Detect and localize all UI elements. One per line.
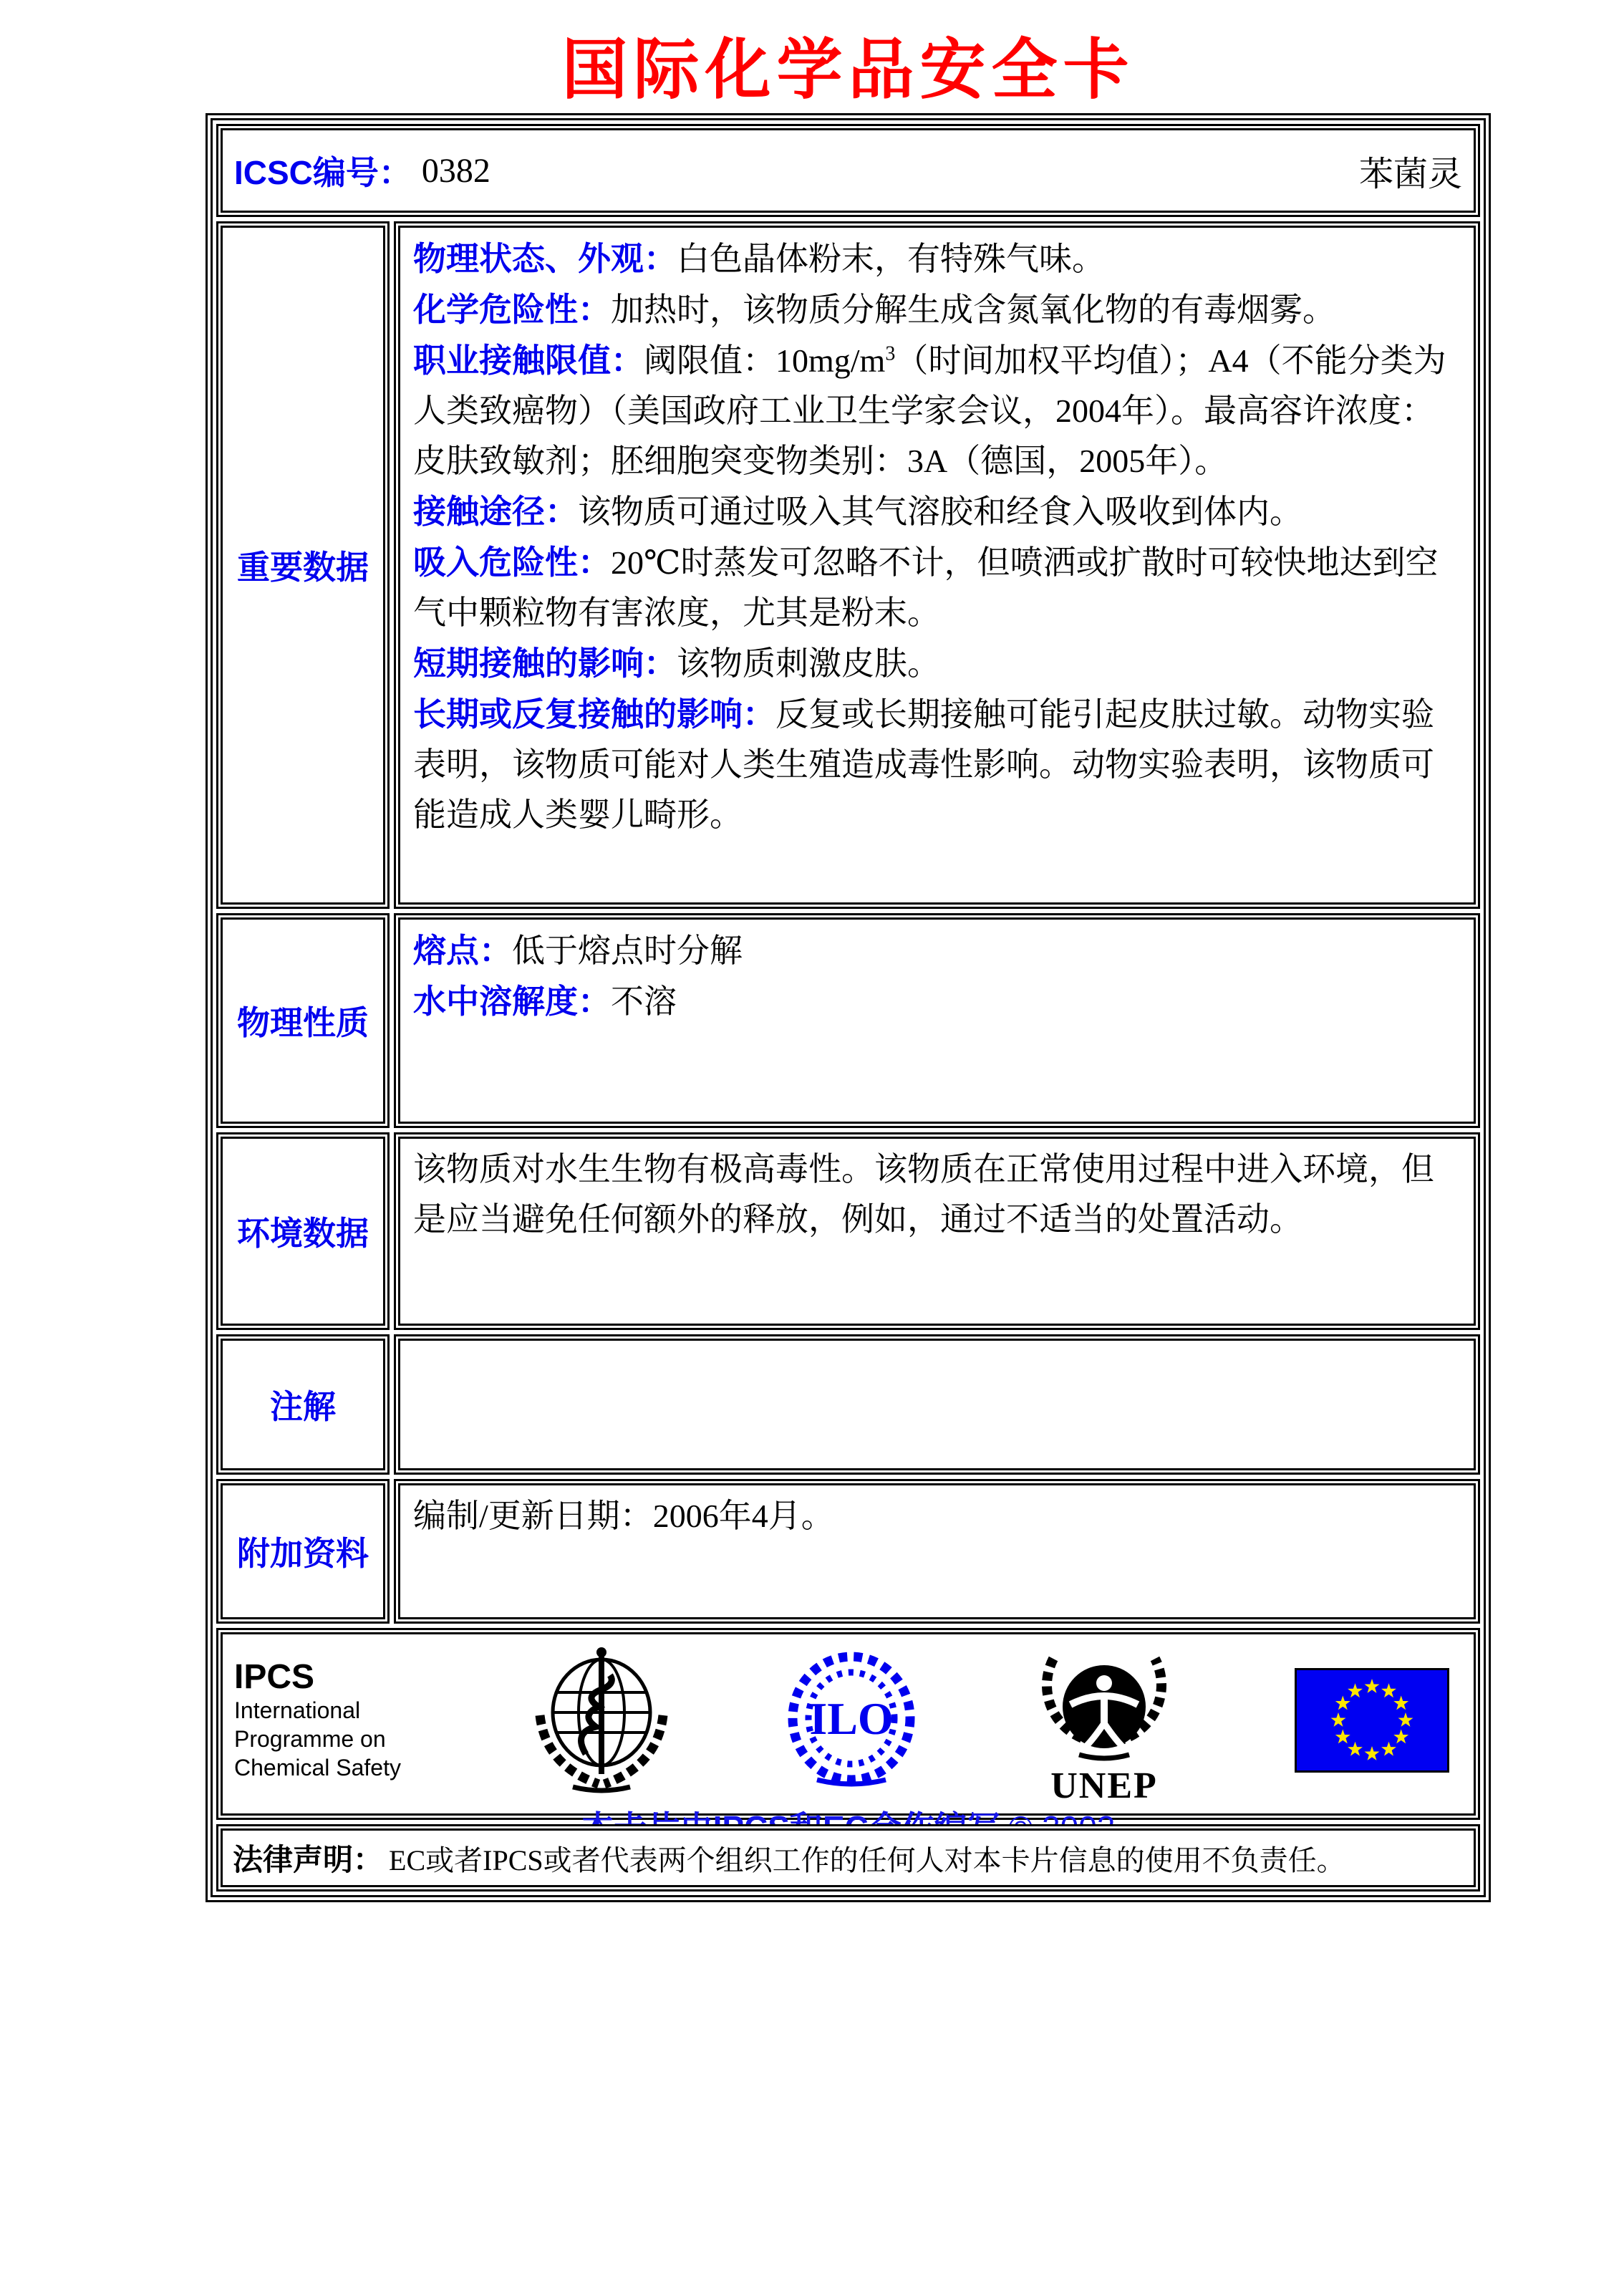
icsc-number-group — [234, 147, 490, 194]
ipcs-subtitle-line1: International — [234, 1697, 361, 1723]
field-text: 该物质刺激皮肤。 — [677, 645, 940, 682]
field-label: 短期接触的影响： — [413, 645, 677, 682]
field-label: 水中溶解度： — [413, 983, 611, 1020]
field-short-term-exposure-effects — [413, 638, 1461, 689]
section-content-additional-information — [394, 1479, 1480, 1624]
who-logo-icon — [530, 1647, 673, 1794]
field-water-solubility — [413, 976, 1461, 1027]
field-text: 阈限值：10mg/m — [644, 342, 886, 379]
field-text: 20℃时蒸发可忽略不计，但喷洒或扩散时可较快地达到空气中颗粒物有害浓度，尤其是粉末。 — [413, 544, 1439, 631]
field-label: 化学危险性： — [413, 291, 611, 328]
field-text: 该物质可通过吸入其气溶胶和经食入吸收到体内。 — [578, 493, 1302, 530]
icsc-number-label: ICSC编号： — [234, 154, 412, 191]
logos-cell — [216, 1628, 1480, 1820]
logos-strip — [223, 1634, 1474, 1806]
section-content-environmental-data — [394, 1132, 1480, 1330]
ipcs-subtitle-line3: Chemical Safety — [234, 1755, 401, 1780]
legal-row — [216, 1824, 1480, 1892]
section-row-physical-properties — [216, 913, 1480, 1128]
field-label: 吸入危险性： — [413, 544, 611, 581]
field-physical-state-appearance — [413, 233, 1461, 284]
section-label-environmental-data: 环境数据 — [237, 1215, 369, 1252]
field-label: 熔点： — [413, 932, 512, 969]
page-title: 国际化学品安全卡 — [561, 34, 1135, 107]
section-row-important-data — [216, 221, 1480, 909]
ipcs-acronym: IPCS — [234, 1658, 315, 1696]
field-chemical-dangers — [413, 284, 1461, 335]
ipcs-subtitle-line2: Programme on — [234, 1726, 386, 1752]
field-text: 白色晶体粉末，有特殊气味。 — [677, 241, 1105, 277]
legal-notice-label: 法律声明： — [233, 1843, 384, 1876]
section-content-important-data — [394, 221, 1480, 909]
section-row-additional-information — [216, 1479, 1480, 1624]
field-text: （时间加权平均值）；A4（不能分类为人类致癌物）（美国政府工业卫生学家会议，2004年）。最高容许浓度：皮肤致敏剂；胚细胞突变物类别：3A（德国，2005年）。 — [413, 342, 1446, 479]
superscript-3: 3 — [885, 342, 896, 365]
section-row-notes — [216, 1334, 1480, 1475]
field-melting-point — [413, 925, 1461, 976]
field-routes-of-exposure — [413, 486, 1461, 537]
field-text: 加热时，该物质分解生成含氮氧化物的有毒烟雾。 — [611, 291, 1335, 328]
logos-row — [216, 1628, 1480, 1820]
section-content-physical-properties — [394, 913, 1480, 1128]
legal-cell — [216, 1824, 1480, 1892]
section-label-additional-information: 附加资料 — [237, 1535, 369, 1572]
field-text: 反复或长期接触可能引起皮肤过敏。动物实验表明，该物质可能对人类生殖造成毒性影响。动物实验表明，该物质可能造成人类婴儿畸形。 — [413, 696, 1434, 833]
field-label: 职业接触限值： — [413, 342, 644, 379]
unep-logo-icon — [1029, 1639, 1179, 1806]
section-label-cell-physical-properties — [216, 913, 390, 1128]
header-row — [216, 124, 1480, 217]
ipcs-text-block — [234, 1659, 415, 1782]
ilo-logo-icon — [788, 1654, 914, 1787]
section-label-important-data: 重要数据 — [237, 549, 369, 586]
field-inhalation-risk — [413, 537, 1461, 638]
field-occupational-exposure-limits — [413, 335, 1461, 486]
icsc-number-value: 0382 — [421, 151, 490, 190]
section-label-notes: 注解 — [270, 1388, 336, 1425]
section-label-cell-notes — [216, 1334, 390, 1475]
header-cell — [216, 124, 1480, 217]
section-label-cell-environmental-data — [216, 1132, 390, 1330]
section-content-notes — [394, 1334, 1480, 1475]
section-label-cell-important-data — [216, 221, 390, 909]
eu-flag-icon — [1295, 1668, 1449, 1773]
field-label: 长期或反复接触的影响： — [413, 695, 775, 733]
ilo-letters: ILO — [808, 1693, 894, 1744]
chemical-name: 苯菌灵 — [1358, 155, 1462, 193]
icsc-card-table — [206, 113, 1491, 1902]
field-label: 物理状态、外观： — [413, 240, 677, 277]
section-label-physical-properties: 物理性质 — [237, 1004, 369, 1041]
unep-label: UNEP — [1050, 1765, 1159, 1806]
section-row-environmental-data — [216, 1132, 1480, 1330]
environmental-data-text: 该物质对水生生物有极高毒性。该物质在正常使用过程中进入环境，但是应当避免任何额外的释放，例如，通过不适当的处置活动。 — [413, 1151, 1434, 1238]
field-text: 不溶 — [611, 983, 677, 1020]
field-long-term-exposure-effects — [413, 689, 1461, 840]
section-label-cell-additional-information — [216, 1479, 390, 1624]
field-text: 低于熔点时分解 — [512, 933, 743, 969]
update-date-text: 编制/更新日期：2006年4月。 — [413, 1498, 834, 1534]
legal-notice-text: EC或者IPCS或者代表两个组织工作的任何人对本卡片信息的使用不负责任。 — [389, 1844, 1345, 1876]
field-label: 接触途径： — [413, 493, 578, 530]
